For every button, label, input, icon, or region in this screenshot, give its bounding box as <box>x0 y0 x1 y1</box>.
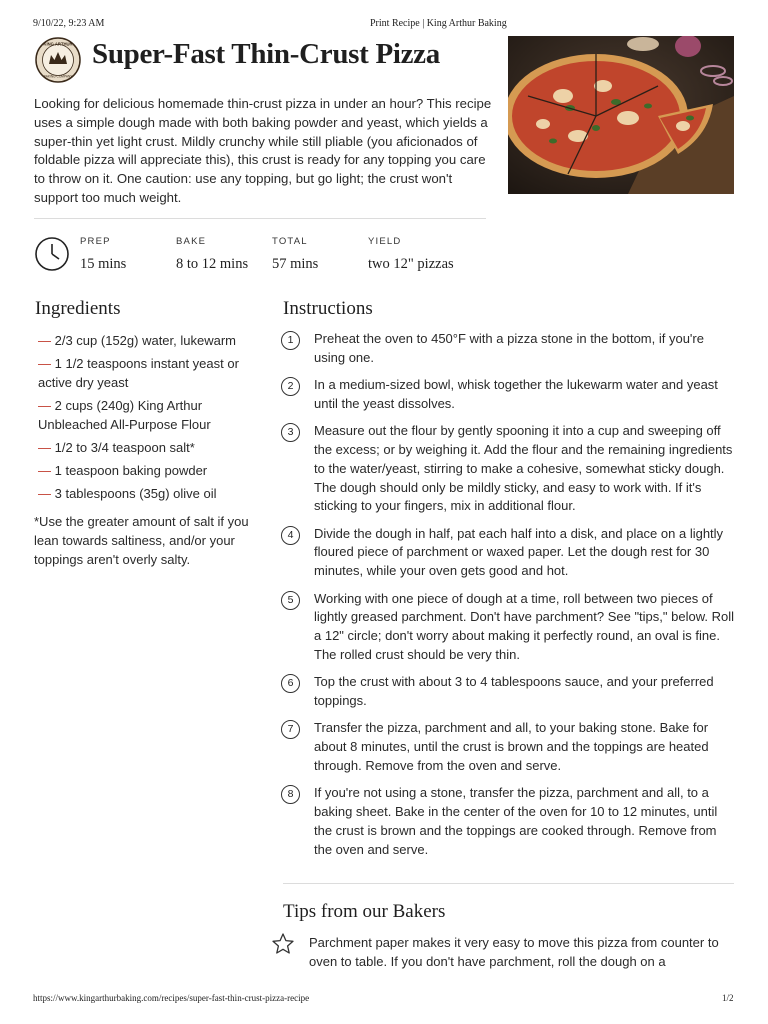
print-url: https://www.kingarthurbaking.com/recipes/super-fast-thin-crust-pizza-recipe <box>33 993 310 1003</box>
step-number: 5 <box>281 591 300 610</box>
meta-value: two 12" pizzas <box>368 256 454 272</box>
meta-label: PREP <box>80 236 111 247</box>
ingredient-item: — 1/2 to 3/4 teaspoon salt* <box>38 440 195 455</box>
king-arthur-logo <box>35 37 81 83</box>
ingredient-item: — 1 teaspoon baking powder <box>38 463 208 478</box>
meta-bake <box>176 236 248 273</box>
meta-value: 57 mins <box>272 256 319 272</box>
ingredients-heading: Ingredients <box>35 298 121 319</box>
meta-label: TOTAL <box>272 236 308 247</box>
print-page-title: Print Recipe | King Arthur Baking <box>370 18 507 29</box>
ingredient-item: — 1 1/2 teaspoons instant yeast or active dry yeast <box>38 356 239 390</box>
tips-heading: Tips from our Bakers <box>283 901 446 922</box>
instructions-heading: Instructions <box>283 298 373 319</box>
step-number: 4 <box>281 526 300 545</box>
instruction-step: 6 Top the crust with about 3 to 4 tablespoons sauce, and your preferred toppings. <box>281 673 735 711</box>
page-number: 1/2 <box>722 993 734 1003</box>
pizza-photo <box>508 36 734 194</box>
step-number: 8 <box>281 785 300 804</box>
instruction-step: 3 Measure out the flour by gently spooning it into a cup and sweeping off the excess; or by weighing it. Add the flour and the remaining ingredients to the water/yeast, stirring to make a cohesive, somewhat sticky dough. The dough should only be mildly sticky, and easy to work with. If it's sticking to your fingers, mix in additional flour. <box>281 422 735 516</box>
instruction-step: 7 Transfer the pizza, parchment and all, to your baking stone. Bake for about 8 minutes, until the crust is brown and the toppings are heated through. Remove from the oven and serve. <box>281 719 735 775</box>
meta-label: BAKE <box>176 236 207 247</box>
instruction-step: 2 In a medium-sized bowl, whisk together the lukewarm water and yeast until the yeast dissolves. <box>281 376 735 414</box>
meta-label: YIELD <box>368 236 402 247</box>
print-date: 9/10/22, 9:23 AM <box>33 18 105 29</box>
step-number: 7 <box>281 720 300 739</box>
divider <box>34 218 486 219</box>
ingredients-list <box>38 331 258 507</box>
salt-note: *Use the greater amount of salt if you lean towards saltiness, and/or your toppings aren't overly salty. <box>34 514 249 567</box>
ingredient-item: — 2 cups (240g) King Arthur Unbleached All-Purpose Flour <box>38 398 211 432</box>
divider <box>283 883 734 884</box>
meta-yield <box>368 236 454 273</box>
step-number: 3 <box>281 423 300 442</box>
ingredient-item: — 3 tablespoons (35g) olive oil <box>38 486 217 501</box>
meta-prep <box>80 236 126 273</box>
svg-text:KING ARTHUR: KING ARTHUR <box>43 41 73 47</box>
ingredient-item: — 2/3 cup (152g) water, lukewarm <box>38 333 236 348</box>
recipe-title: Super-Fast Thin-Crust Pizza <box>92 38 440 70</box>
clock-icon <box>34 236 70 272</box>
meta-value: 15 mins <box>80 256 127 272</box>
star-icon <box>271 932 295 956</box>
step-number: 6 <box>281 674 300 693</box>
tip-item: Parchment paper makes it very easy to move this pizza from counter to oven to table. If you don't have parchment, roll the dough on a <box>309 935 719 969</box>
svg-text:BAKING COMPANY: BAKING COMPANY <box>43 74 73 79</box>
step-number: 2 <box>281 377 300 396</box>
instruction-step: 8 If you're not using a stone, transfer the pizza, parchment and all, to a baking sheet. Bake in the center of the oven for 10 to 12 minutes, until the crust is brown and the toppings are cooked through. Remove from the oven and serve. <box>281 784 735 859</box>
instruction-step: 4 Divide the dough in half, pat each half into a disk, and place on a lightly floured piece of parchment or waxed paper. Let the dough rest for 30 minutes, while your oven gets good and hot. <box>281 525 735 581</box>
recipe-intro: Looking for delicious homemade thin-crust pizza in under an hour? This recipe uses a simple dough made with both baking powder and yeast, which yields a super-thin yet light crust. Mildly crunchy while still pliable (you aficionados of foldable pizza will appreciate this), this crust is ready for any topping you care to throw on it. One caution: use any topping, but go light; the crust won't support too much weight. <box>34 96 492 205</box>
instructions-list <box>281 330 735 868</box>
meta-total <box>272 236 318 273</box>
instruction-step: 1 Preheat the oven to 450°F with a pizza stone in the bottom, if you're using one. <box>281 330 735 368</box>
step-number: 1 <box>281 331 300 350</box>
meta-value: 8 to 12 mins <box>176 256 249 272</box>
instruction-step: 5 Working with one piece of dough at a time, roll between two pieces of lightly greased parchment. Don't have parchment? See "tips," below. Roll a 12" circle; don't worry about making it perfectly round, an oval is fine. The rolled crust should be very thin. <box>281 590 735 665</box>
